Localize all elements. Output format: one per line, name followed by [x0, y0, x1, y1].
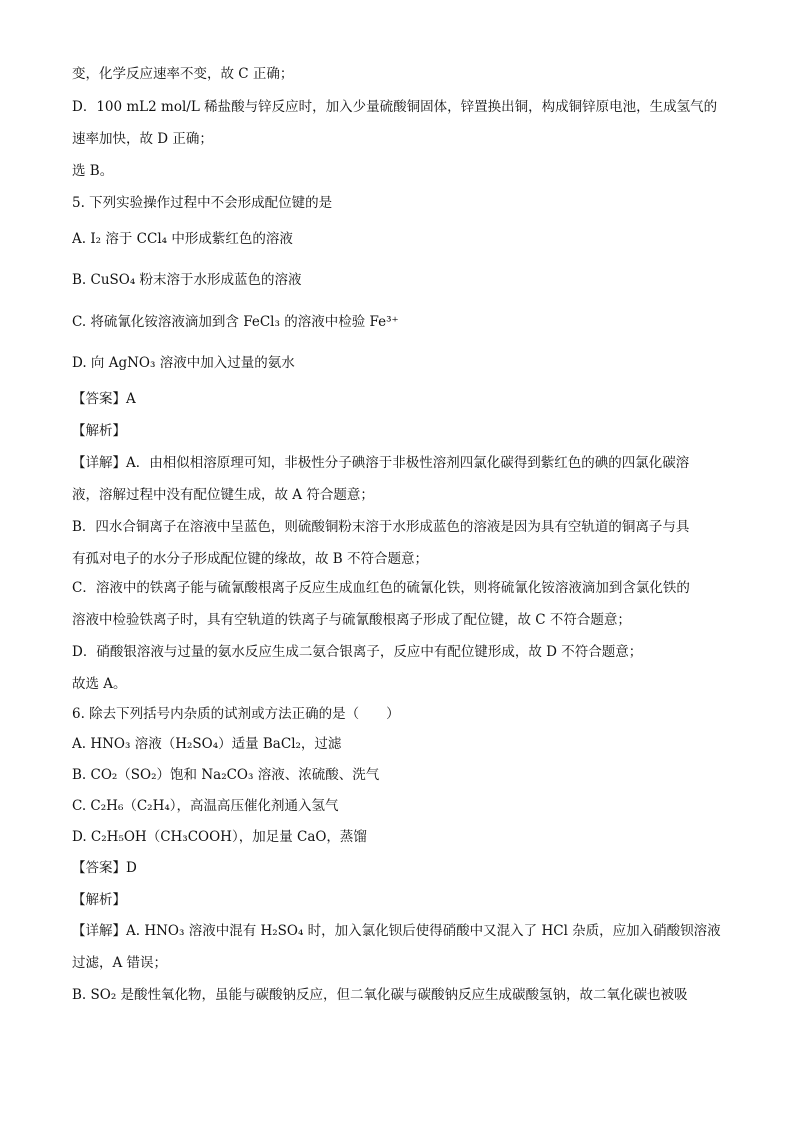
question-5-option-b: B. CuSO₄ 粉末溶于水形成蓝色的溶液 — [72, 272, 302, 288]
question-6-option-c: C. C₂H₆（C₂H₄），高温高压催化剂通入氢气 — [72, 798, 339, 814]
text-line: B. SO₂ 是酸性氧化物，虽能与碳酸钠反应，但二氧化碳与碳酸钠反应生成碳酸氢钠，故二氧化碳也被吸 — [72, 987, 688, 1003]
analysis-label: 【解析】 — [72, 892, 126, 908]
question-5-stem: 5. 下列实验操作过程中不会形成配位键的是 — [72, 195, 333, 211]
answer-label: 【答案】A — [72, 391, 136, 407]
text-line: D．硝酸银溶液与过量的氨水反应生成二氨合银离子，反应中有配位键形成，故 D 不符合题意； — [72, 644, 643, 660]
question-6-option-d: D. C₂H₅OH（CH₃COOH），加足量 CaO，蒸馏 — [72, 829, 367, 845]
answer-label: 【答案】D — [72, 860, 137, 876]
text-line: 有孤对电子的水分子形成配位键的缘故，故 B 不符合题意； — [72, 551, 429, 567]
text-line: 【详解】A. HNO₃ 溶液中混有 H₂SO₄ 时，加入氯化钡后使得硝酸中又混入了 HCl 杂质，应加入硝酸钡溶液 — [72, 923, 721, 939]
text-line: 故选 A。 — [72, 676, 127, 692]
text-line: 【详解】A．由相似相溶原理可知，非极性分子碘溶于非极性溶剂四氯化碳得到紫红色的碘的四氯化碳溶 — [72, 455, 690, 471]
question-6-option-b: B. CO₂（SO₂）饱和 Na₂CO₃ 溶液、浓硫酸、洗气 — [72, 767, 380, 783]
text-line: 过滤，A 错误； — [72, 955, 168, 971]
text-line: 液，溶解过程中没有配位键生成，故 A 符合题意； — [72, 487, 374, 503]
question-5-option-a: A. I₂ 溶于 CCl₄ 中形成紫红色的溶液 — [72, 231, 293, 247]
text-line: B．四水合铜离子在溶液中呈蓝色，则硫酸铜粉末溶于水形成蓝色的溶液是因为具有空轨道的铜离子与具 — [72, 519, 690, 535]
question-6-stem: 6. 除去下列括号内杂质的试剂或方法正确的是（ ） — [72, 706, 400, 722]
question-5-option-d: D. 向 AgNO₃ 溶液中加入过量的氨水 — [72, 355, 295, 371]
text-line: C．溶液中的铁离子能与硫氰酸根离子反应生成血红色的硫氰化铁，则将硫氰化铵溶液滴加到含氯化铁的 — [72, 580, 690, 596]
text-line: 选 B。 — [72, 163, 114, 179]
text-line: 溶液中检验铁离子时，具有空轨道的铁离子与硫氰酸根离子形成了配位键，故 C 不符合题意； — [72, 612, 631, 628]
question-6-option-a: A. HNO₃ 溶液（H₂SO₄）适量 BaCl₂，过滤 — [72, 736, 342, 752]
text-line: D．100 mL2 mol/L 稀盐酸与锌反应时，加入少量硫酸铜固体，锌置换出铜，构成铜锌原电池，生成氢气的 — [72, 99, 718, 115]
question-5-option-c: C. 将硫氰化铵溶液滴加到含 FeCl₃ 的溶液中检验 Fe³⁺ — [72, 314, 399, 330]
analysis-label: 【解析】 — [72, 423, 126, 439]
text-line: 速率加快，故 D 正确； — [72, 131, 213, 147]
text-line: 变，化学反应速率不变，故 C 正确； — [72, 66, 294, 82]
